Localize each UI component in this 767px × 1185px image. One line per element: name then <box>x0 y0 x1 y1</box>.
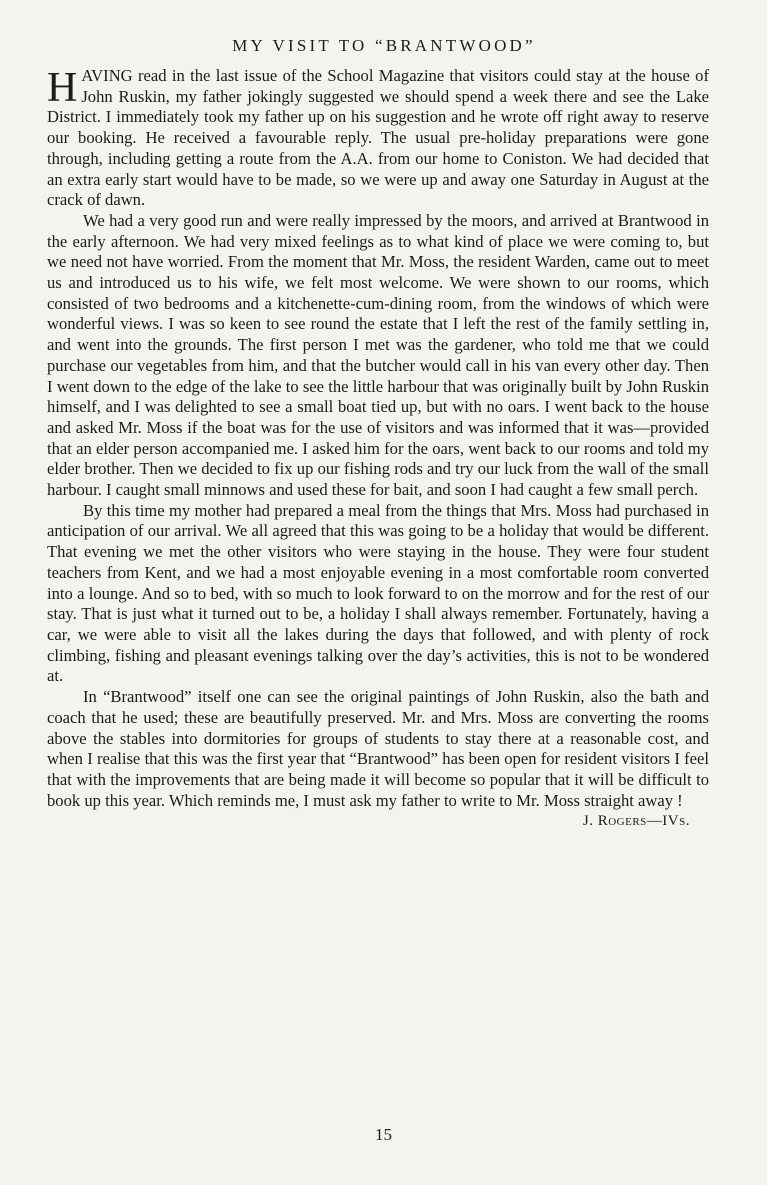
paragraph-3: By this time my mother had prepared a meal from the things that Mrs. Moss had purchased in anticipation of our arrival. We all agreed that this was going to be a holiday that would be different. That evening we met the other visitors who were staying in the house. They were four student teachers from Kent, and we had a most enjoyable evening in a most comfortable room converted into a lounge. And so to bed, with so much to look forward to on the morrow and for the rest of our stay. That is just what it turned out to be, a holiday I shall always remember. Fortunately, having a car, we were able to visit all the lakes during the days that followed, and with plenty of rock climbing, fishing and pleasant evenings talking over the day’s activities, this is not to be wondered at. <box>47 500 709 686</box>
article-title: MY VISIT TO “BRANTWOOD” <box>232 36 536 55</box>
drop-cap: H <box>47 65 78 111</box>
page-number: 15 <box>375 1125 392 1144</box>
paragraph-4: In “Brantwood” itself one can see the original paintings of John Ruskin, also the bath and coach that he used; these are beautifully preserved. Mr. and Mrs. Moss are converting the rooms above the stables into dormitories for groups of students to stay there at a reasonable cost, and when I realise that this was the first year that “Brantwood” has been open for resident visitors I feel that with the improvements that are being made it will become so popular that it will be difficult to book up this year. Which reminds me, I must ask my father to write to Mr. Moss straight away ! <box>47 687 709 810</box>
author-signature: J. Rogers—IVs. <box>582 813 690 830</box>
paragraph-1-text: AVING read in the last issue of the School Magazine that visitors could stay at the house of John Ruskin, my father jokingly suggested we should spend a week there and see the Lake District. I immediately took my father up on his suggestion and he wrote off right away to reserve our booking. He received a favourable reply. The usual pre-holiday preparations were gone through, including getting a route from the A.A. from our home to Coniston. We had decided that an extra early start would have to be made, so we were up and away one Saturday in August at the crack of dawn. <box>47 66 709 210</box>
paragraph-1 <box>47 66 709 211</box>
article <box>47 36 709 831</box>
paragraph-2: We had a very good run and were really impressed by the moors, and arrived at Brantwood in the early afternoon. We had very mixed feelings as to what kind of place we were coming to, but we need not have worried. From the moment that Mr. Moss, the resident Warden, came out to meet us and introduced us to his wife, we felt most welcome. We were shown to our rooms, which consisted of two bedrooms and a kitchenette-cum-dining room, from the windows of which were wonderful views. I was so keen to see round the estate that I left the rest of the family settling in, and went into the grounds. The first person I met was the gardener, who told me that we could purchase our vegetables from him, and that the butcher would call in his van every other day. Then I went down to the edge of the lake to see the little harbour that was originally built by John Ruskin himself, and I was delighted to see a small boat tied up, but with no oars. I went back to the house and asked Mr. Moss if the boat was for the use of visitors and was informed that it was—provided that an elder person accompanied me. I asked him for the oars, went back to our rooms and told my elder brother. Then we decided to fix up our fishing rods and try our luck from the wall of the small harbour. I caught small minnows and used these for bait, and soon I had caught a few small perch. <box>47 210 709 500</box>
